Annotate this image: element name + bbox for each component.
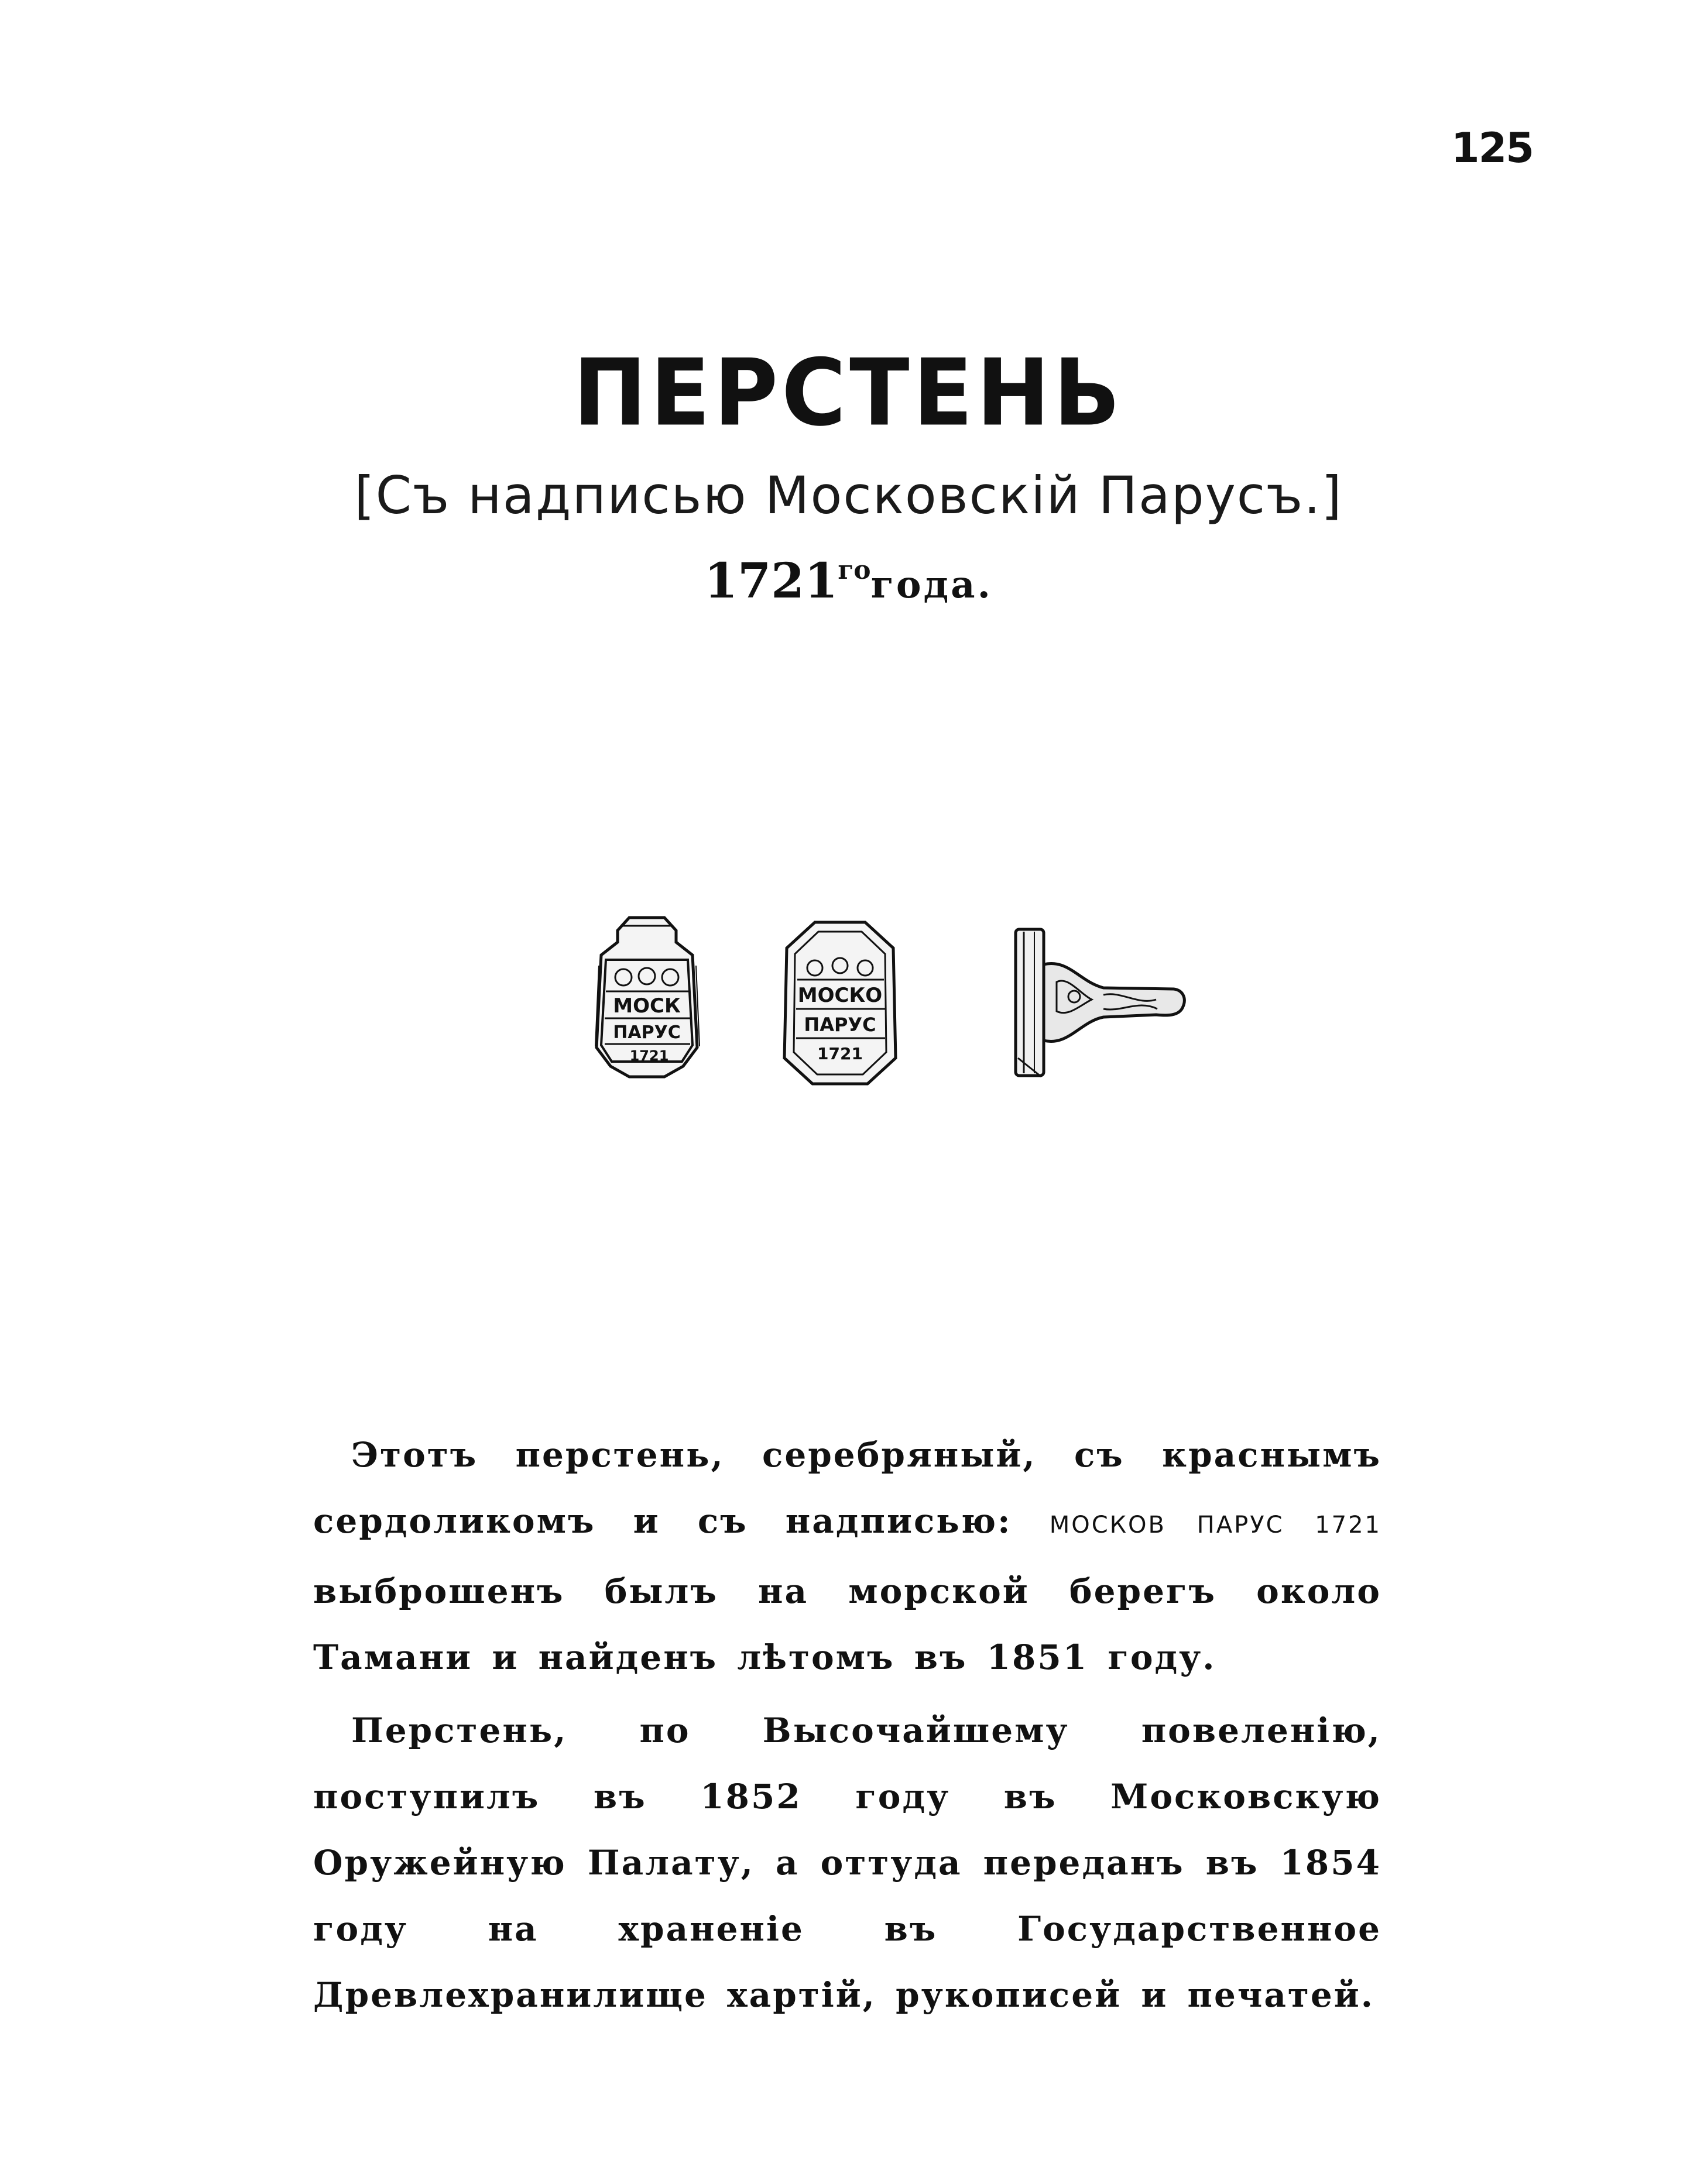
- figure-2-line-1: МОСКО: [797, 984, 883, 1007]
- paragraph-1: [313, 1422, 1381, 1691]
- figure-1-line-3: 1721: [629, 1048, 669, 1064]
- figure-2-line-2: ПАРУС: [804, 1014, 876, 1036]
- figure-2-line-3: 1721: [817, 1044, 863, 1063]
- paragraph-1-text-start: Этотъ перстень, серебряный, съ краснымъ сердоликомъ и съ надписью:: [313, 1435, 1381, 1541]
- ring-bezel-angled-illustration: [588, 913, 705, 1088]
- ring-bezel-front-illustration: [779, 919, 901, 1088]
- paragraph-2: Перстень, по Высочайшему повеленію, поступилъ въ 1852 году въ Московскую Оружейную Палату, а оттуда переданъ въ 1854 году на храненіе въ Государственное Древлехранилище хартій, рукописей и печатей.: [313, 1711, 1381, 2015]
- year-heading: [0, 553, 1697, 609]
- ring-illustrations: [0, 913, 1697, 1100]
- page-title: ПЕРСТЕНЬ: [573, 339, 1124, 447]
- paragraph-1-text-end: выброшенъ былъ на морской берегъ около Тамани и найденъ лѣтомъ въ 1851 году.: [313, 1571, 1381, 1677]
- year-suffix: го: [838, 555, 871, 585]
- figure-1-line-2: ПАРУС: [613, 1022, 681, 1043]
- ring-profile-illustration: [1004, 923, 1191, 1087]
- figure-1-line-1: МОСК: [613, 994, 681, 1018]
- page-subtitle: [Съ надписью Московскій Парусъ.]: [354, 465, 1343, 526]
- ring-inscription-inline: МОСКОВ ПАРУС 1721: [1049, 1512, 1381, 1539]
- year-word: года.: [870, 563, 993, 607]
- year-number: 1721: [704, 553, 838, 609]
- page-number: 125: [1451, 124, 1533, 172]
- body-text: [313, 1422, 1381, 2028]
